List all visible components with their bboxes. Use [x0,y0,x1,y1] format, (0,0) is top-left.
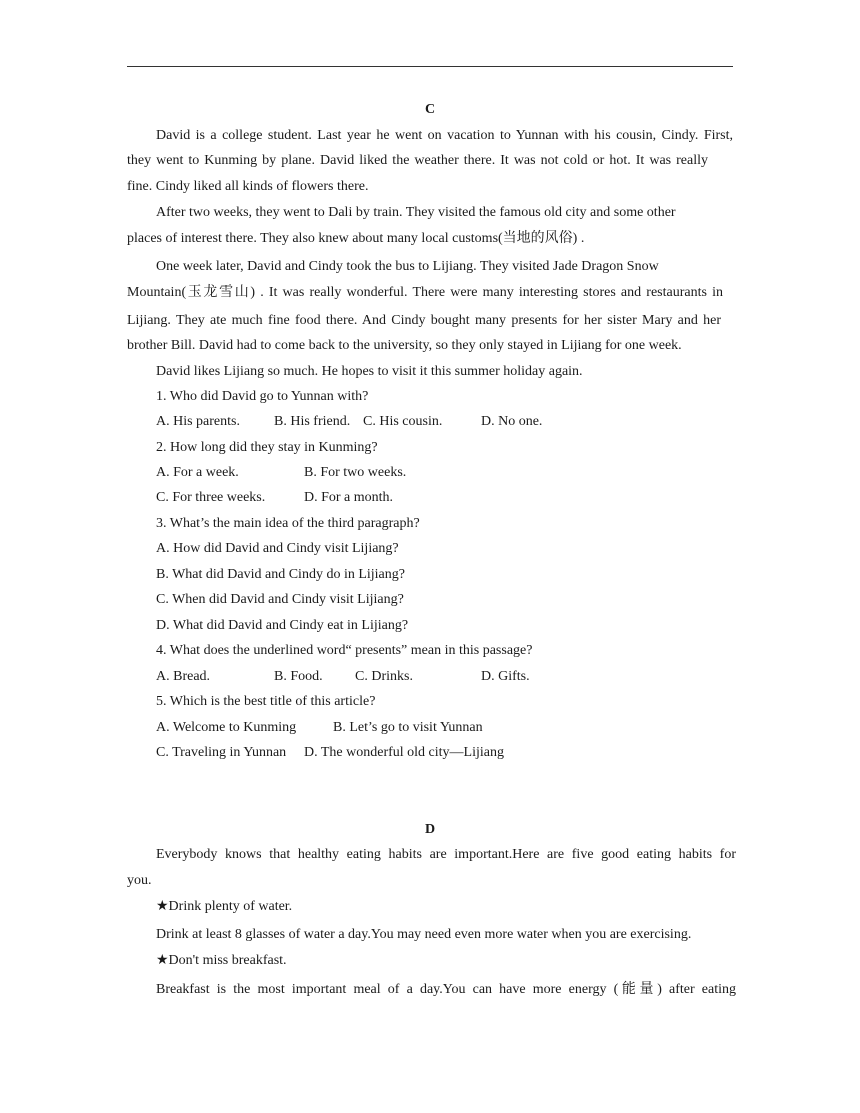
question-3-option-d: D. What did David and Cindy eat in Lijiang? [156,618,409,633]
passage-c-line: After two weeks, they went to Dali by train. They visited the famous old city and some other [156,205,676,220]
passage-c-line: Mountain(玉龙雪山) . It was really wonderful. There were many interesting stores and restaurants in [127,285,723,300]
header-rule [127,66,733,67]
question-2: 2. How long did they stay in Kunming? [156,440,378,455]
passage-c-line: David is a college student. Last year he went on vacation to Yunnan with his cousin, Cindy. First, [156,128,733,143]
question-1: 1. Who did David go to Yunnan with? [156,389,369,404]
question-4-option-d: D. Gifts. [481,669,530,684]
question-2-option-c: C. For three weeks. [156,490,266,505]
section-c-title: C [424,102,436,117]
tip-1-body: Drink at least 8 glasses of water a day.You may need even more water when you are exercising. [156,927,692,942]
question-1-option-a: A. His parents. [156,414,240,429]
question-3-option-b: B. What did David and Cindy do in Lijiang? [156,567,405,582]
passage-c-line: brother Bill. David had to come back to the university, so they only stayed in Lijiang for one week. [127,338,682,353]
question-4-option-c: C. Drinks. [355,669,413,684]
tip-1-title: ★Drink plenty of water. [156,899,293,914]
passage-c-line: Lijiang. They ate much fine food there. And Cindy bought many presents for her sister Mary and her [127,313,721,328]
question-4: 4. What does the underlined word“ presents” mean in this passage? [156,643,533,658]
question-4-option-b: B. Food. [274,669,323,684]
passage-d-intro: Everybody knows that healthy eating habits are important.Here are five good eating habits for [156,847,736,862]
question-3-option-c: C. When did David and Cindy visit Lijiang? [156,592,404,607]
passage-c-line: places of interest there. They also knew about many local customs(当地的风俗) . [127,231,585,246]
question-1-option-d: D. No one. [481,414,543,429]
question-3-option-a: A. How did David and Cindy visit Lijiang? [156,541,399,556]
question-2-option-a: A. For a week. [156,465,239,480]
question-1-option-c: C. His cousin. [363,414,443,429]
passage-c-line: One week later, David and Cindy took the bus to Lijiang. They visited Jade Dragon Snow [156,259,659,274]
question-4-option-a: A. Bread. [156,669,211,684]
question-5-option-b: B. Let’s go to visit Yunnan [333,720,483,735]
question-2-option-d: D. For a month. [304,490,394,505]
question-5-option-c: C. Traveling in Yunnan [156,745,287,760]
question-5: 5. Which is the best title of this article? [156,694,376,709]
section-d-title: D [424,822,436,837]
passage-c-line: fine. Cindy liked all kinds of flowers there. [127,179,369,194]
question-2-option-b: B. For two weeks. [304,465,407,480]
question-5-option-a: A. Welcome to Kunming [156,720,297,735]
passage-c-line: they went to Kunming by plane. David liked the weather there. It was not cold or hot. It was really [127,153,708,168]
tip-2-title: ★Don't miss breakfast. [156,953,287,968]
question-3: 3. What’s the main idea of the third paragraph? [156,516,420,531]
tip-2-body: Breakfast is the most important meal of a day.You can have more energy (能量) after eating [156,982,736,997]
passage-d-intro-end: you. [127,873,152,888]
question-5-option-d: D. The wonderful old city—Lijiang [304,745,504,760]
passage-c-line: David likes Lijiang so much. He hopes to visit it this summer holiday again. [156,364,583,379]
question-1-option-b: B. His friend. [274,414,351,429]
